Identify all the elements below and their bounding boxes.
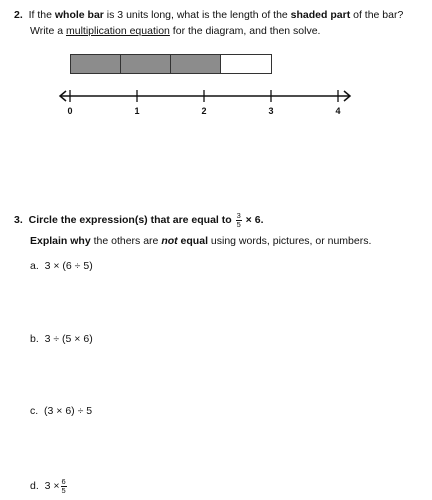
number-line-tick-label: 4 [335, 106, 341, 116]
number-line-tick-label: 1 [134, 106, 140, 116]
option-letter: b. [30, 333, 39, 345]
option-letter: d. [30, 480, 39, 492]
number-line-tick-label: 3 [268, 106, 274, 116]
option-c[interactable] [30, 404, 92, 418]
option-letter: a. [30, 260, 39, 272]
q2-text-c: is 3 units long, what is the length of the [103, 9, 291, 21]
option-d[interactable] [30, 476, 68, 496]
number-line [56, 84, 356, 118]
q3-text2-e: using words, pictures, or numbers. [207, 235, 372, 247]
bar-segment-empty [220, 54, 272, 74]
number-line-tick-label: 0 [67, 106, 73, 116]
option-expression: 3 × [44, 480, 60, 492]
q3-text2-a: Explain why [30, 235, 91, 247]
q2-text-a: If the [28, 9, 55, 21]
q3-text2-b: the others are [90, 235, 162, 247]
number-line-tick-label: 2 [201, 106, 207, 116]
q3-text-b: × 6. [242, 214, 264, 226]
q2-text-d: shaded part [290, 9, 351, 21]
tape-diagram [70, 54, 272, 76]
option-expression: (3 × 6) ÷ 5 [44, 405, 93, 417]
q3-text2-c: not [161, 235, 178, 247]
q2-text2-c: for the diagram, and then solve. [169, 25, 321, 37]
option-b[interactable] [30, 332, 93, 346]
fraction-denominator: 5 [61, 485, 66, 495]
q3-text2-d: equal [177, 235, 208, 247]
option-d-fraction [61, 478, 67, 495]
option-expression: 3 ÷ (5 × 6) [44, 333, 93, 345]
q2-line1 [14, 8, 403, 22]
q2-text2-b: multiplication equation [65, 25, 170, 37]
option-a[interactable] [30, 259, 93, 273]
q3-line1 [14, 211, 264, 229]
q3-number: 3. [14, 214, 23, 226]
q2-text2-a: Write a [30, 25, 66, 37]
q2-number: 2. [14, 9, 23, 21]
q2-text-e: of the bar? [350, 9, 404, 21]
fraction-denominator: 5 [236, 219, 241, 229]
fraction-numerator: 6 [61, 476, 66, 486]
option-letter: c. [30, 405, 39, 417]
fraction-numerator: 3 [236, 210, 241, 220]
q3-line2 [30, 234, 371, 248]
bar-segment-shaded [70, 54, 121, 74]
bar-segment-shaded [170, 54, 221, 74]
q2-line2 [30, 24, 320, 38]
q3-text-a: Circle the expression(s) that are equal to [28, 214, 235, 226]
option-expression: 3 × (6 ÷ 5) [44, 260, 93, 272]
q3-fraction [236, 212, 242, 229]
q2-text-b: whole bar [54, 9, 104, 21]
bar-segment-shaded [120, 54, 171, 74]
